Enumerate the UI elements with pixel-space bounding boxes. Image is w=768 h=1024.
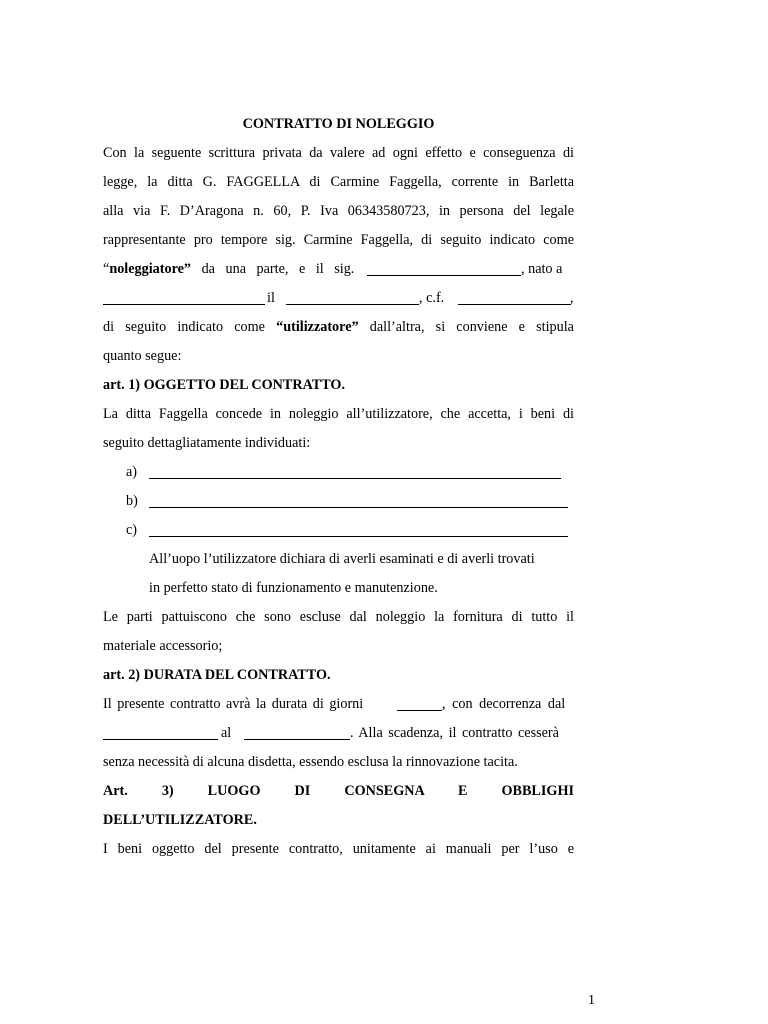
paragraph-text: , con decorrenza dal	[442, 696, 566, 712]
article-3-heading-continued: DELL’UTILIZZATORE.	[103, 812, 257, 828]
paragraph-line	[103, 317, 574, 337]
article-1-heading: art. 1) OGGETTO DEL CONTRATTO.	[103, 377, 346, 393]
paragraph-line: legge, la ditta G. FAGGELLA di Carmine Faggella, corrente in Barletta	[103, 174, 574, 190]
blank-birthdate-field[interactable]	[286, 288, 419, 305]
list-label: c)	[126, 522, 138, 538]
note-line: in perfetto stato di funzionamento e manutenzione.	[149, 580, 438, 596]
paragraph-text: il	[267, 290, 275, 306]
blank-days-field[interactable]	[397, 694, 442, 711]
blank-item-field[interactable]	[149, 536, 568, 537]
paragraph-line: seguito dettagliatamente individuati:	[103, 435, 311, 451]
paragraph-line: senza necessità di alcuna disdetta, essendo esclusa la rinnovazione tacita.	[103, 754, 518, 770]
paragraph-text: . Alla scadenza, il contratto cesserà	[350, 725, 559, 741]
blank-birthplace-field[interactable]	[103, 288, 265, 305]
paragraph-text: ,	[570, 290, 574, 306]
party-name-noleggiatore: noleggiatore”	[109, 261, 192, 277]
list-label: b)	[126, 493, 138, 509]
paragraph-text: Il presente contratto avrà la durata di giorni	[103, 696, 364, 712]
paragraph-line: I beni oggetto del presente contratto, unitamente ai manuali per l’uso e	[103, 841, 574, 857]
paragraph-line	[103, 723, 574, 743]
blank-name-field[interactable]	[367, 259, 521, 276]
blank-end-date-field[interactable]	[244, 723, 350, 740]
paragraph-line	[103, 694, 574, 714]
paragraph-text: , nato a	[521, 261, 563, 277]
document-title: CONTRATTO DI NOLEGGIO	[242, 116, 435, 132]
paragraph-line: rappresentante pro tempore sig. Carmine Faggella, di seguito indicato come	[103, 232, 574, 248]
list-label: a)	[126, 464, 138, 480]
party-name-utilizzatore: “utilizzatore”	[276, 319, 359, 335]
list-item	[103, 520, 574, 540]
paragraph-line: Con la seguente scrittura privata da valere ad ogni effetto e conseguenza di	[103, 145, 574, 161]
article-2-heading: art. 2) DURATA DEL CONTRATTO.	[103, 667, 331, 683]
article-3-heading: Art. 3) LUOGO DI CONSEGNA E OBBLIGHI	[103, 783, 574, 799]
paragraph-line: materiale accessorio;	[103, 638, 223, 654]
blank-item-field[interactable]	[149, 478, 561, 479]
paragraph-text: dall’altra, si conviene e stipula	[358, 319, 574, 335]
paragraph-line: Le parti pattuiscono che sono escluse dal noleggio la fornitura di tutto il	[103, 609, 574, 625]
blank-item-field[interactable]	[149, 507, 568, 508]
paragraph-text: di seguito indicato come	[103, 319, 277, 335]
blank-start-date-field[interactable]	[103, 723, 218, 740]
page-number: 1	[588, 993, 595, 1008]
paragraph-line: alla via F. D’Aragona n. 60, P. Iva 06343580723, in persona del legale	[103, 203, 574, 219]
document-page	[103, 0, 574, 1024]
paragraph-line: quanto segue:	[103, 348, 182, 364]
paragraph-text: da una parte, e il sig.	[191, 261, 355, 277]
note-line: All’uopo l’utilizzatore dichiara di averli esaminati e di averli trovati	[149, 551, 535, 567]
list-item	[103, 462, 574, 482]
paragraph-text: , c.f.	[419, 290, 445, 306]
paragraph-line	[103, 288, 574, 308]
paragraph-line: La ditta Faggella concede in noleggio all’utilizzatore, che accetta, i beni di	[103, 406, 574, 422]
paragraph-line	[103, 259, 574, 279]
quote-mark: “	[103, 261, 110, 277]
list-item	[103, 491, 574, 511]
blank-fiscal-code-field[interactable]	[458, 288, 571, 305]
paragraph-text: al	[221, 725, 232, 741]
